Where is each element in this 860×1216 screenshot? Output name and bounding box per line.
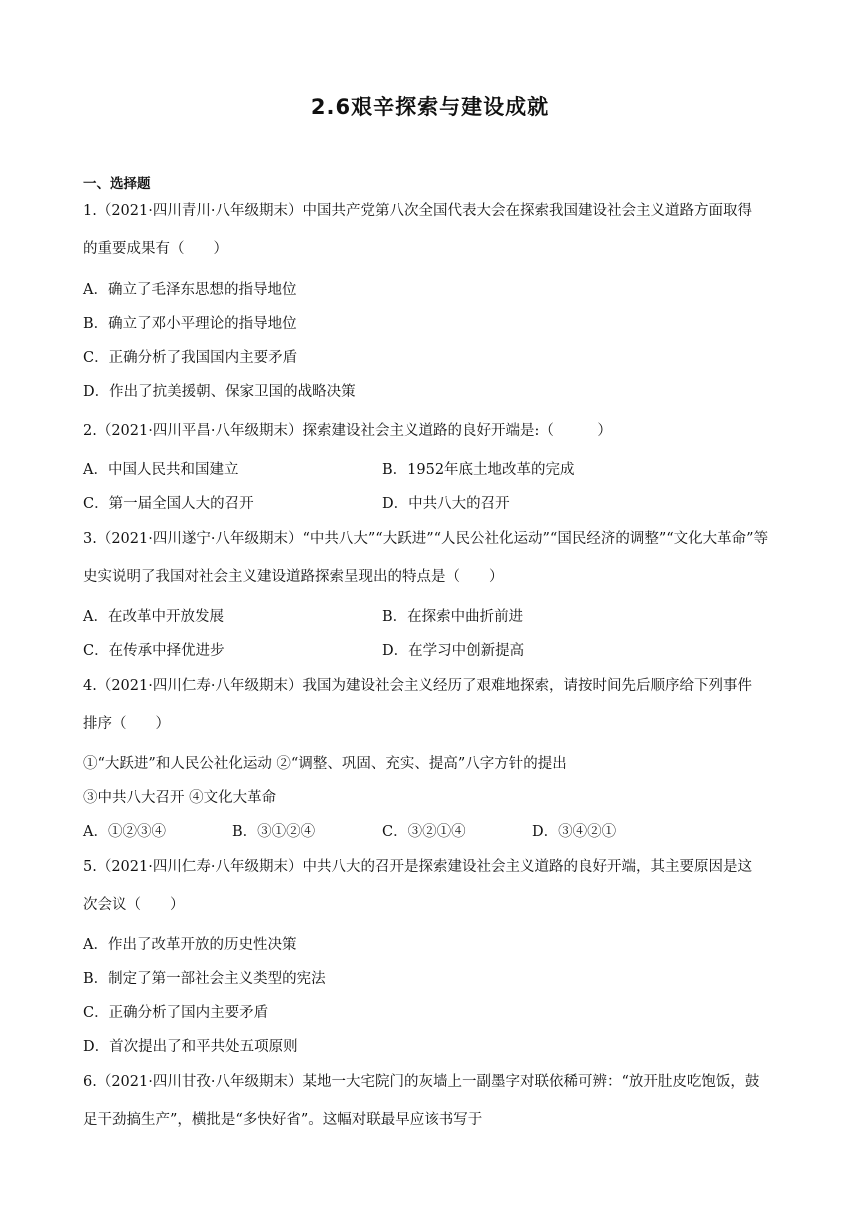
question-3-stem-line1: 3.（2021·四川遂宁·八年级期末）“中共八大”“大跃进”“人民公社化运动”“国民经济的调整”“文化大革命”等 [83, 531, 769, 547]
question-3-option-b: B．在探索中曲折前进 [382, 609, 524, 625]
question-5-option-d: D．首次提出了和平共处五项原则 [83, 1039, 298, 1055]
question-6-stem-line2: 足干劲搞生产”，横批是“多快好省”。这幅对联最早应该书写于 [83, 1112, 483, 1128]
question-3-stem-line2: 史实说明了我国对社会主义建设道路探索呈现出的特点是（ ） [83, 569, 504, 585]
question-1-option-d: D．作出了抗美援朝、保家卫国的战略决策 [83, 384, 356, 400]
question-1-stem-line2: 的重要成果有（ ） [83, 241, 228, 257]
question-5-option-a: A．作出了改革开放的历史性决策 [83, 937, 297, 953]
question-2-option-d: D．中共八大的召开 [382, 496, 510, 512]
question-4-stem-line2: 排序（ ） [83, 716, 170, 732]
question-4-items-line1: ①“大跃进”和人民公社化运动 ②“调整、巩固、充实、提高”八字方针的提出 [83, 756, 567, 772]
question-5-stem-line1: 5.（2021·四川仁寿·八年级期末）中共八大的召开是探索建设社会主义道路的良好开端，其主要原因是这 [83, 859, 752, 875]
question-1-stem-line1: 1.（2021·四川青川·八年级期末）中国共产党第八次全国代表大会在探索我国建设社会主义道路方面取得 [83, 203, 752, 219]
question-4-option-a: A．①②③④ [83, 824, 166, 840]
question-4-option-c: C．③②①④ [382, 824, 466, 840]
question-4-option-b: B．③①②④ [232, 824, 316, 840]
question-5-stem-line2: 次会议（ ） [83, 897, 185, 913]
question-3-option-c: C．在传承中择优进步 [83, 643, 225, 659]
question-4-option-d: D．③④②① [532, 824, 617, 840]
section-heading: 一、选择题 [83, 176, 151, 192]
question-3-option-a: A．在改革中开放发展 [83, 609, 224, 625]
question-1-option-b: B．确立了邓小平理论的指导地位 [83, 316, 297, 332]
question-6-stem-line1: 6.（2021·四川甘孜·八年级期末）某地一大宅院门的灰墙上一副墨字对联依稀可辨：“放开肚皮吃饱饭，鼓 [83, 1074, 760, 1090]
question-2-option-c: C．第一届全国人大的召开 [83, 496, 254, 512]
question-3-option-d: D．在学习中创新提高 [382, 643, 525, 659]
question-4-stem-line1: 4.（2021·四川仁寿·八年级期末）我国为建设社会主义经历了艰难地探索，请按时间先后顺序给下列事件 [83, 678, 752, 694]
page-title: 2.6艰辛探索与建设成就 [310, 95, 550, 119]
question-2-stem-line1: 2.（2021·四川平昌·八年级期末）探索建设社会主义道路的良好开端是:（ ） [83, 423, 612, 439]
question-1-option-c: C．正确分析了我国国内主要矛盾 [83, 350, 298, 366]
question-1-option-a: A．确立了毛泽东思想的指导地位 [83, 282, 297, 298]
question-2-option-a: A．中国人民共和国建立 [83, 462, 239, 478]
question-4-items-line2: ③中共八大召开 ④文化大革命 [83, 790, 277, 806]
question-5-option-b: B．制定了第一部社会主义类型的宪法 [83, 971, 326, 987]
question-2-option-b: B．1952年底土地改革的完成 [382, 462, 575, 478]
question-5-option-c: C．正确分析了国内主要矛盾 [83, 1005, 269, 1021]
